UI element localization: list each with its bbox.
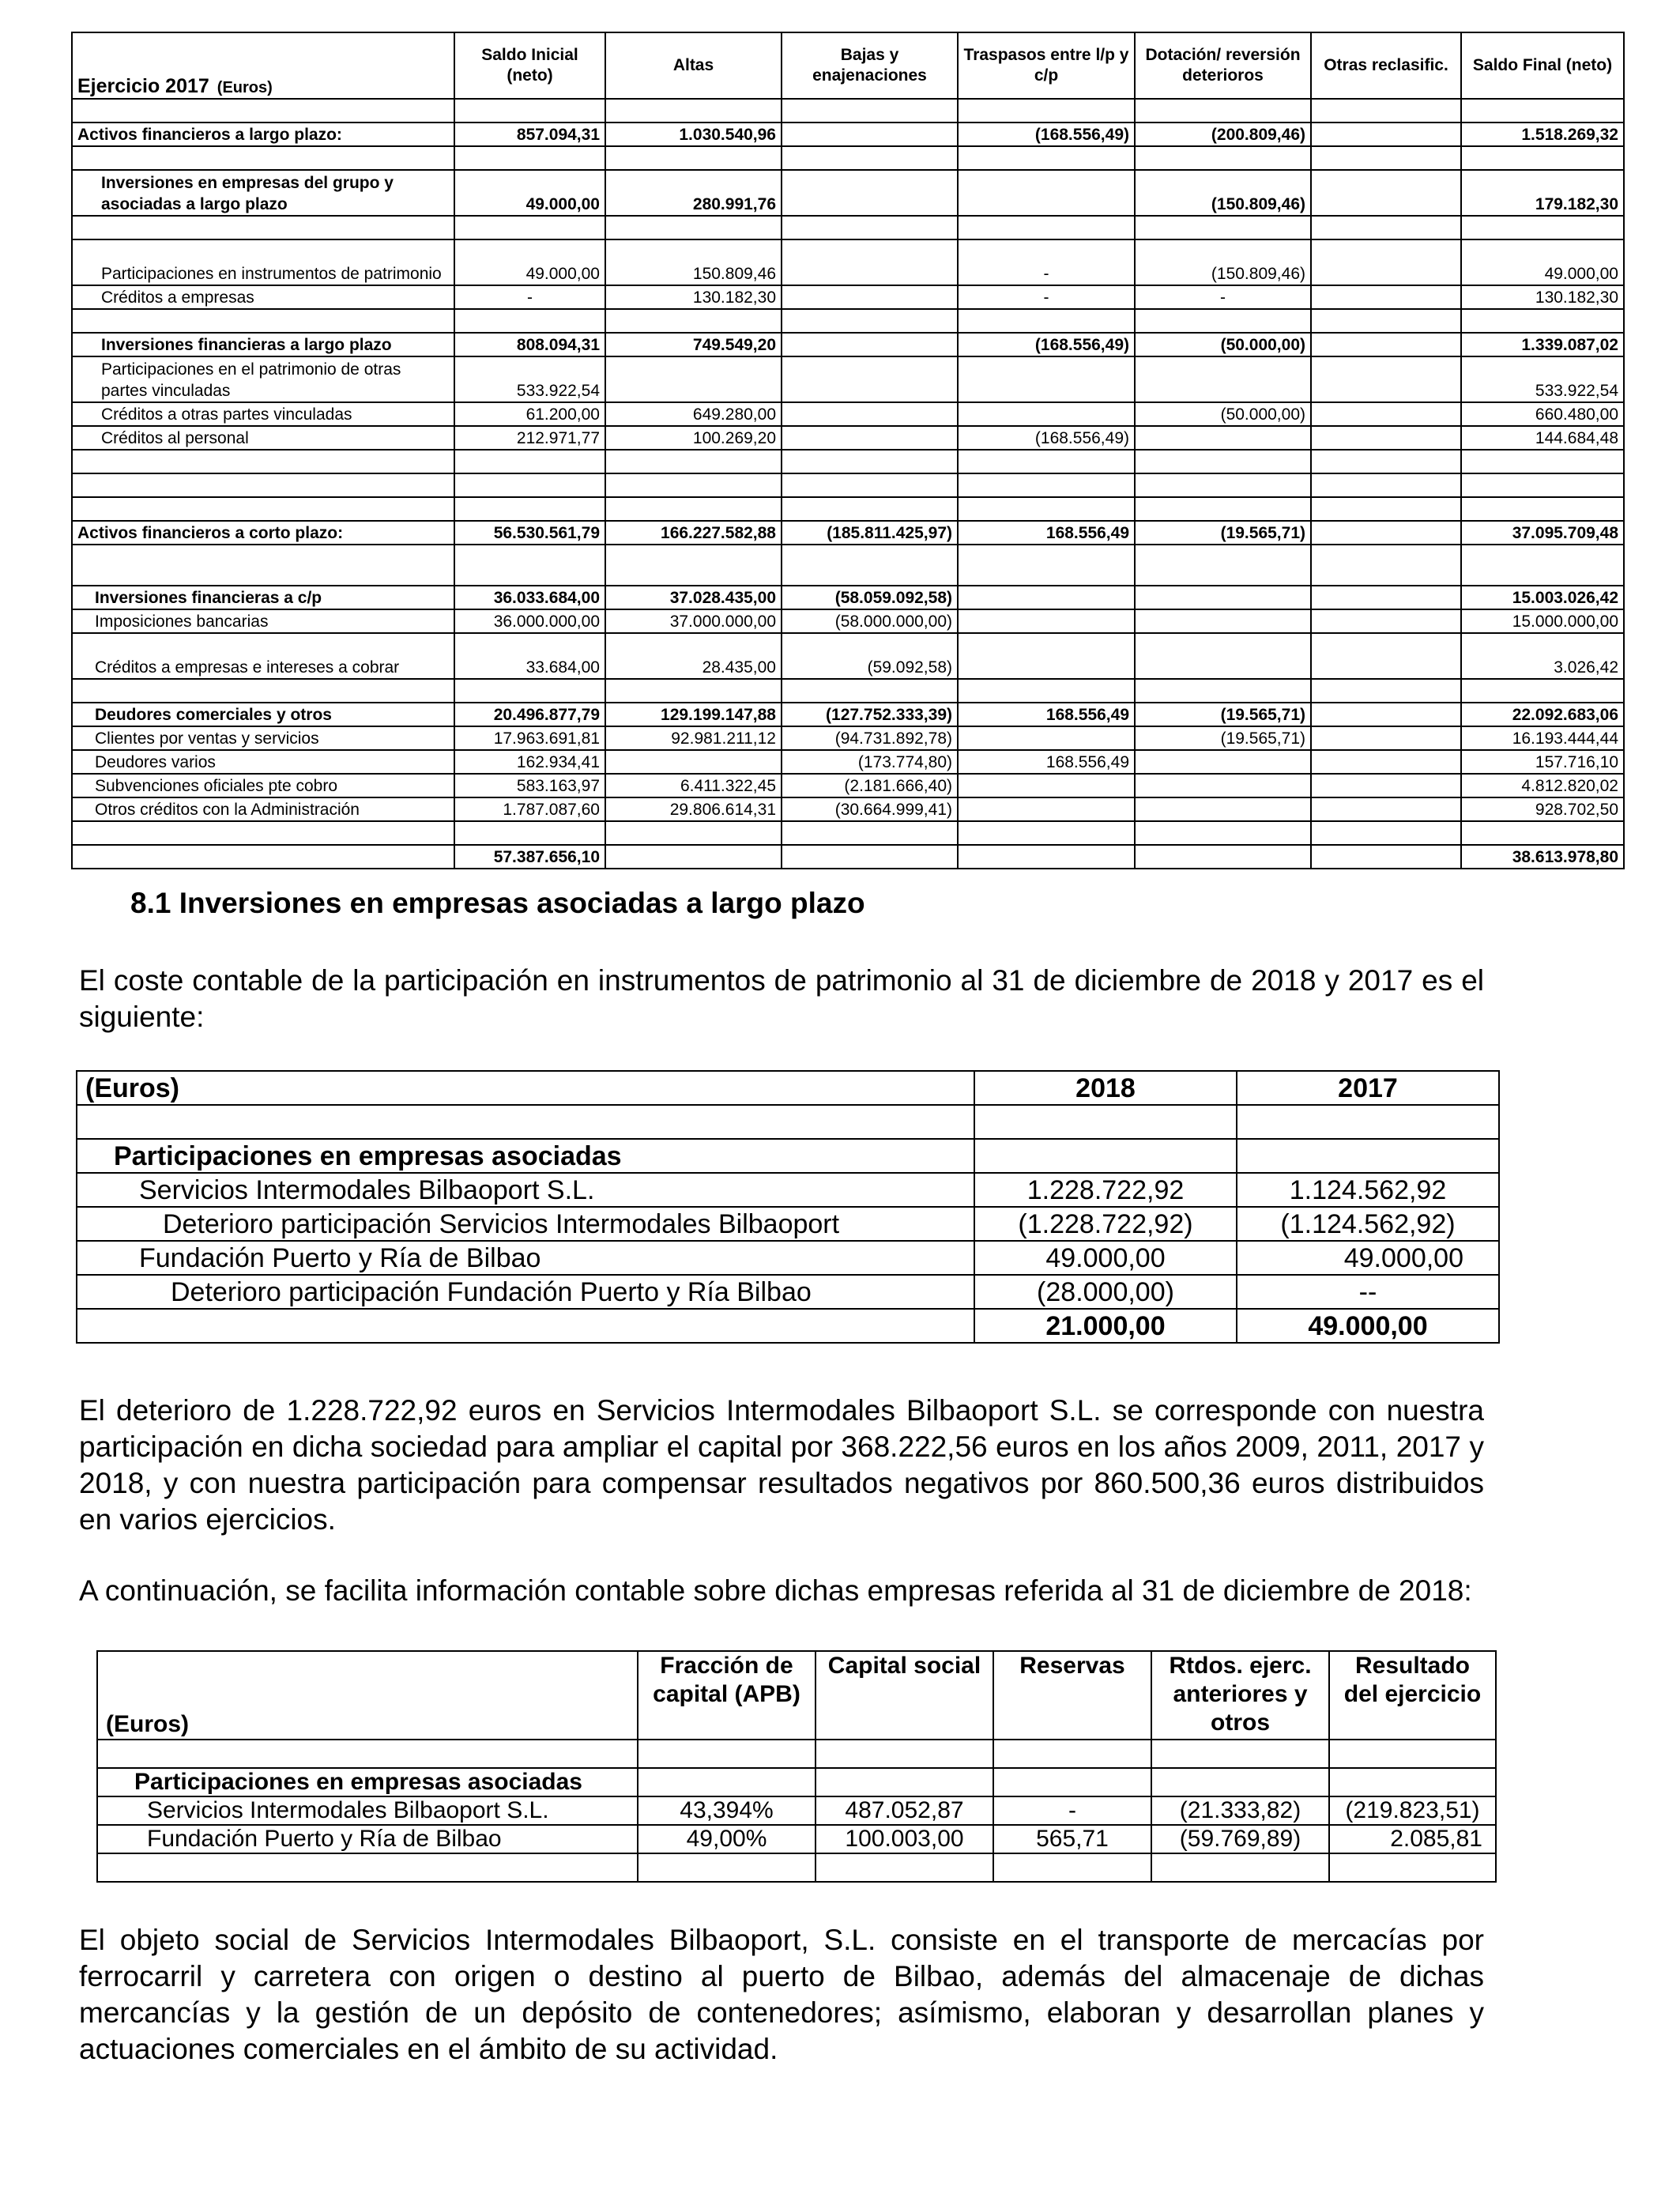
table-row: Créditos a empresas - 130.182,30 - - 130.182,30 bbox=[72, 285, 1624, 309]
col-bajas: Bajas y enajenaciones bbox=[782, 32, 958, 99]
spacer-row bbox=[72, 450, 1624, 473]
group-row: Participaciones en empresas asociadas bbox=[97, 1768, 1496, 1796]
paragraph-company-info: A continuación, se facilita información contable sobre dichas empresas referida al 31 de diciembre de 2018: bbox=[79, 1574, 1472, 1607]
table-row: Deterioro participación Servicios Intermodales Bilbaoport (1.228.722,92) (1.124.562,92) bbox=[77, 1207, 1499, 1241]
col-rtdos: Rtdos. ejerc. anteriores y otros bbox=[1151, 1651, 1329, 1740]
table-row: Participaciones en instrumentos de patrimonio 49.000,00 150.809,46 - (150.809,46) 49.000,00 bbox=[72, 239, 1624, 285]
table-row: Deudores comerciales y otros 20.496.877,79 129.199.147,88 (127.752.333,39) 168.556,49 (19.565,71) 22.092.683,06 bbox=[72, 703, 1624, 726]
col-2017: 2017 bbox=[1237, 1071, 1499, 1105]
col-altas: Altas bbox=[605, 32, 782, 99]
table-row: Deudores varios 162.934,41 (173.774,80) 168.556,49 157.716,10 bbox=[72, 750, 1624, 774]
table-total-row: 57.387.656,10 38.613.978,80 bbox=[72, 845, 1624, 869]
spacer-row bbox=[72, 679, 1624, 703]
table-row: Imposiciones bancarias 36.000.000,00 37.000.000,00 (58.000.000,00) 15.000.000,00 bbox=[72, 609, 1624, 633]
section-heading: 8.1 Inversiones en empresas asociadas a largo plazo bbox=[130, 887, 865, 919]
table-row: Participaciones en el patrimonio de otras partes vinculadas 533.922,54 533.922,54 bbox=[72, 356, 1624, 402]
col-otras: Otras reclasific. bbox=[1311, 32, 1461, 99]
col-resultado: Resultado del ejercicio bbox=[1329, 1651, 1496, 1740]
spacer-row bbox=[72, 146, 1624, 170]
spacer-row bbox=[97, 1740, 1496, 1768]
table-row: Clientes por ventas y servicios 17.963.691,81 92.981.211,12 (94.731.892,78) (19.565,71) 16.193.444,44 bbox=[72, 726, 1624, 750]
spacer-row bbox=[72, 821, 1624, 845]
paragraph-impairment: El deterioro de 1.228.722,92 euros en Servicios Intermodales Bilbaoport S.L. se corresponde con nuestra participación en dicha sociedad para ampliar el capital por 368.222,56 euros en los años 2009, 2011, 2017 y 2018, y con nuestra participación para compensar resultados negativos por 860.500,36 euros distribuidos en varios ejercicios. bbox=[79, 1394, 1484, 1536]
spacer-row bbox=[72, 216, 1624, 239]
col-fraccion: Fracción de capital (APB) bbox=[638, 1651, 816, 1740]
spacer-row bbox=[72, 473, 1624, 497]
table-row: Deterioro participación Fundación Puerto y Ría Bilbao (28.000,00) -- bbox=[77, 1275, 1499, 1309]
spacer-row bbox=[72, 309, 1624, 333]
table2-unit: (Euros) bbox=[77, 1071, 974, 1105]
table-row: Subvenciones oficiales pte cobro 583.163,97 6.411.322,45 (2.181.666,40) 4.812.820,02 bbox=[72, 774, 1624, 797]
col-reservas: Reservas bbox=[993, 1651, 1151, 1740]
table-row: Fundación Puerto y Ría de Bilbao 49.000,00 49.000,00 bbox=[77, 1241, 1499, 1275]
col-dotacion: Dotación/ reversión deterioros bbox=[1135, 32, 1311, 99]
spacer-row bbox=[72, 545, 1624, 586]
table-row: Otros créditos con la Administración 1.787.087,60 29.806.614,31 (30.664.999,41) 928.702,50 bbox=[72, 797, 1624, 821]
table-row: Activos financieros a corto plazo: 56.530.561,79 166.227.582,88 (185.811.425,97) 168.556,49 (19.565,71) 37.095.709,48 bbox=[72, 521, 1624, 545]
table-row: Créditos a empresas e intereses a cobrar 33.684,00 28.435,00 (59.092,58) 3.026,42 bbox=[72, 633, 1624, 679]
paragraph-business-purpose: El objeto social de Servicios Intermodales Bilbaoport, S.L. consiste en el transporte de mercacías por ferrocarril y carretera con origen o destino al puerto de Bilbao, además del almacenaje de dichas mercancías y la gestión de un depósito de contenedores; asímismo, elaboran y desarrollan planes y actuaciones comerciales en el ámbito de su actividad. bbox=[79, 1924, 1484, 2065]
spacer-row bbox=[72, 497, 1624, 521]
col-2018: 2018 bbox=[974, 1071, 1237, 1105]
table-row: Créditos al personal 212.971,77 100.269,20 (168.556,49) 144.684,48 bbox=[72, 426, 1624, 450]
col-saldo-final: Saldo Final (neto) bbox=[1461, 32, 1624, 99]
table-row: Servicios Intermodales Bilbaoport S.L. 43,394% 487.052,87 - (21.333,82) (219.823,51) bbox=[97, 1796, 1496, 1825]
associates-info-table bbox=[96, 1650, 1497, 1883]
table-row: Servicios Intermodales Bilbaoport S.L. 1.228.722,92 1.124.562,92 bbox=[77, 1173, 1499, 1207]
col-capital: Capital social bbox=[816, 1651, 993, 1740]
table-row: Créditos a otras partes vinculadas 61.200,00 649.280,00 (50.000,00) 660.480,00 bbox=[72, 402, 1624, 426]
spacer-row bbox=[97, 1853, 1496, 1882]
spacer-row bbox=[72, 99, 1624, 123]
paragraph-intro: El coste contable de la participación en instrumentos de patrimonio al 31 de diciembre de 2018 y 2017 es el siguiente: bbox=[79, 964, 1484, 1033]
movements-table-2017 bbox=[71, 32, 1625, 869]
table-total-row: 21.000,00 49.000,00 bbox=[77, 1309, 1499, 1343]
table1-title-cell: Ejercicio 2017 (Euros) bbox=[72, 32, 454, 99]
table3-unit: (Euros) bbox=[97, 1651, 638, 1740]
table-row: Fundación Puerto y Ría de Bilbao 49,00% 100.003,00 565,71 (59.769,89) 2.085,81 bbox=[97, 1825, 1496, 1853]
col-saldo-inicial: Saldo Inicial (neto) bbox=[454, 32, 605, 99]
investment-cost-table bbox=[76, 1070, 1500, 1344]
table-row: Activos financieros a largo plazo: 857.094,31 1.030.540,96 (168.556,49) (200.809,46) 1.518.269,32 bbox=[72, 123, 1624, 146]
table-row: Inversiones financieras a largo plazo 808.094,31 749.549,20 (168.556,49) (50.000,00) 1.339.087,02 bbox=[72, 333, 1624, 356]
table-row: Inversiones en empresas del grupo y asociadas a largo plazo 49.000,00 280.991,76 (150.809,46) 179.182,30 bbox=[72, 170, 1624, 216]
table-row: Inversiones financieras a c/p 36.033.684,00 37.028.435,00 (58.059.092,58) 15.003.026,42 bbox=[72, 586, 1624, 609]
spacer-row bbox=[77, 1105, 1499, 1139]
col-traspasos: Traspasos entre l/p y c/p bbox=[958, 32, 1135, 99]
group-row: Participaciones en empresas asociadas bbox=[77, 1139, 1499, 1173]
